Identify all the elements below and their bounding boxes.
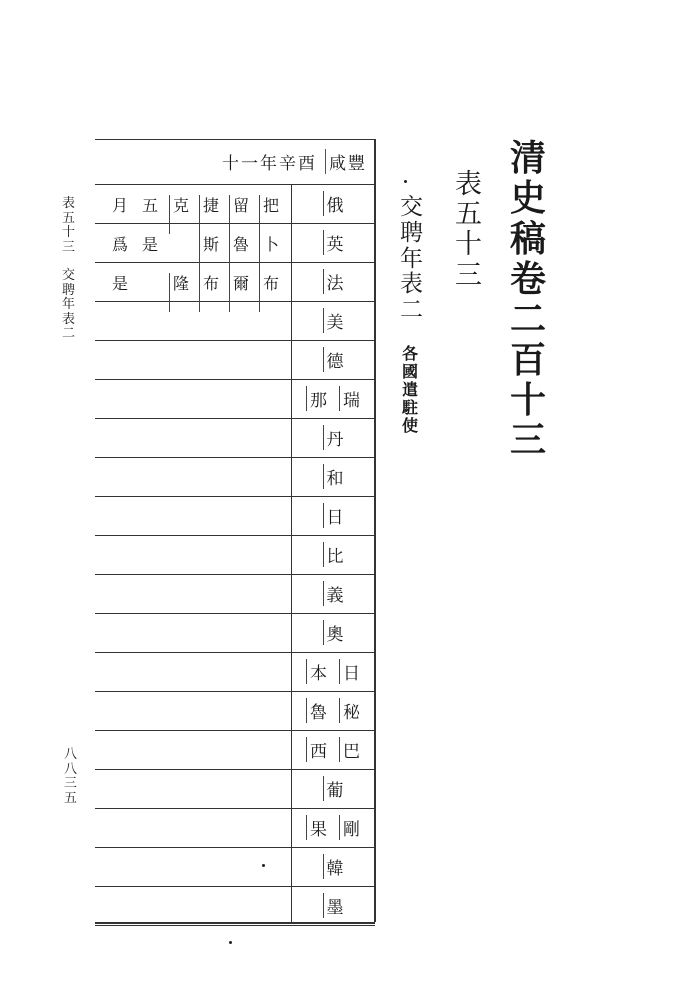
envoy-glyph: 是: [142, 235, 159, 254]
glyph: 五: [62, 210, 76, 226]
glyph: 國: [402, 361, 419, 381]
country-cell: [291, 808, 375, 847]
glyph: 表: [62, 311, 76, 327]
glyph: 三: [455, 259, 482, 291]
table-subtitle: [402, 345, 418, 435]
glyph: 交: [400, 194, 423, 220]
envoy-column: [259, 195, 279, 312]
country-glyph: 葡: [323, 776, 344, 801]
punctuation-dot: [229, 941, 232, 944]
country-cell: [291, 496, 375, 535]
country-glyph: 義: [323, 581, 344, 606]
glyph: 卷: [510, 257, 547, 300]
glyph: 稿: [510, 217, 547, 260]
country-glyph: 果: [306, 815, 327, 840]
glyph: 二: [510, 298, 547, 341]
country-cell: [291, 457, 375, 496]
country-cell: [291, 340, 375, 379]
country-cell: [291, 379, 375, 418]
country-glyph: 法: [323, 269, 344, 294]
country-cell: [291, 769, 375, 808]
country-glyph: 那: [306, 386, 327, 411]
envoy-column: [109, 195, 128, 312]
envoy-glyph: 隆: [169, 273, 189, 312]
envoy-column: [169, 195, 189, 312]
envoy-glyph: 布: [199, 273, 219, 312]
envoy-glyph: 爾: [229, 273, 249, 312]
envoy-glyph: 是: [112, 274, 129, 293]
row-rule: [95, 925, 375, 926]
country-glyph: 奧: [323, 620, 344, 645]
glyph: 史: [510, 177, 547, 220]
glyph: 清: [510, 137, 547, 179]
country-glyph: 日: [323, 503, 344, 528]
country-glyph: 秘: [339, 698, 360, 723]
glyph: 二: [400, 297, 423, 323]
page-number: [64, 748, 77, 806]
glyph: 二: [62, 326, 76, 342]
country-cell: [291, 847, 375, 886]
country-cell: [291, 886, 375, 925]
country-cell: [291, 613, 375, 652]
book-title: [510, 138, 546, 461]
volume-label: [455, 170, 482, 291]
glyph: 表: [400, 271, 423, 298]
country-cell: [291, 574, 375, 613]
country-glyph: 美: [323, 308, 344, 333]
country-cell: [291, 262, 375, 301]
envoy-glyph: 捷: [199, 195, 219, 234]
country-cell: [291, 691, 375, 730]
country-glyph: 巴: [339, 737, 360, 762]
envoy-glyph: 爲: [112, 235, 129, 254]
country-glyph: 和: [323, 464, 344, 489]
glyph: 十: [455, 229, 482, 261]
country-glyph: 德: [323, 347, 344, 372]
country-glyph: 日: [339, 659, 360, 684]
running-head: [62, 197, 75, 342]
envoy-glyph: 布: [259, 273, 279, 312]
year-header: [95, 139, 375, 184]
country-glyph: 英: [323, 230, 344, 255]
glyph: 五: [455, 199, 482, 231]
envoy-table: [95, 139, 375, 922]
country-glyph: 本: [306, 659, 327, 684]
glyph: 聘: [62, 282, 76, 298]
envoy-column: [139, 195, 158, 312]
envoy-glyph: 留: [229, 195, 249, 234]
envoy-glyph: [139, 273, 158, 312]
country-glyph: 西: [306, 737, 327, 762]
reign-label: 咸豐: [325, 149, 367, 174]
envoy-glyph: 把: [259, 195, 279, 234]
glyph: 各: [402, 344, 419, 363]
punctuation-dot: [404, 180, 407, 183]
glyph: 八: [64, 747, 78, 762]
glyph: 三: [510, 419, 547, 462]
country-glyph: 魯: [306, 698, 327, 723]
glyph: 年: [400, 245, 423, 272]
envoy-glyph: 斯: [199, 234, 219, 273]
glyph: 遣: [402, 379, 419, 399]
country-cell: [291, 652, 375, 691]
glyph: 十: [510, 378, 547, 421]
country-cell: [291, 535, 375, 574]
glyph: 表: [62, 196, 76, 211]
country-glyph: 墨: [323, 893, 344, 918]
country-cell: [291, 223, 375, 262]
glyph: 使: [402, 415, 419, 435]
year-label: 十一年辛酉: [222, 154, 317, 174]
country-glyph: 韓: [323, 854, 344, 879]
envoy-column: [199, 195, 219, 312]
row-rule: [95, 139, 375, 140]
glyph: 十: [62, 225, 76, 241]
glyph: 聘: [400, 219, 423, 246]
table-title: [400, 195, 423, 324]
envoy-glyph: 卜: [259, 234, 279, 273]
envoy-column: [229, 195, 249, 312]
glyph: 八: [64, 761, 78, 777]
country-cell: [291, 418, 375, 457]
glyph: 駐: [402, 397, 419, 417]
country-glyph: 俄: [323, 191, 344, 216]
envoy-glyph: 魯: [229, 234, 249, 273]
country-cell: [291, 730, 375, 769]
country-glyph: 剛: [339, 815, 360, 840]
envoy-glyph: 克: [169, 195, 189, 234]
glyph: 五: [64, 790, 78, 806]
country-glyph: 丹: [323, 425, 344, 450]
country-cell: [291, 184, 375, 223]
glyph: 年: [62, 297, 76, 313]
glyph: 交: [62, 268, 76, 284]
envoy-glyph: 五: [142, 196, 159, 215]
glyph: 表: [455, 169, 482, 200]
country-glyph: 比: [323, 542, 344, 567]
glyph: 三: [64, 776, 78, 792]
glyph: 百: [510, 338, 547, 381]
glyph: 三: [62, 239, 76, 255]
country-glyph: 瑞: [339, 386, 360, 411]
punctuation-dot: [262, 864, 265, 867]
country-cell: [291, 301, 375, 340]
envoy-glyph: 月: [112, 196, 129, 215]
envoy-glyph: [169, 234, 189, 273]
